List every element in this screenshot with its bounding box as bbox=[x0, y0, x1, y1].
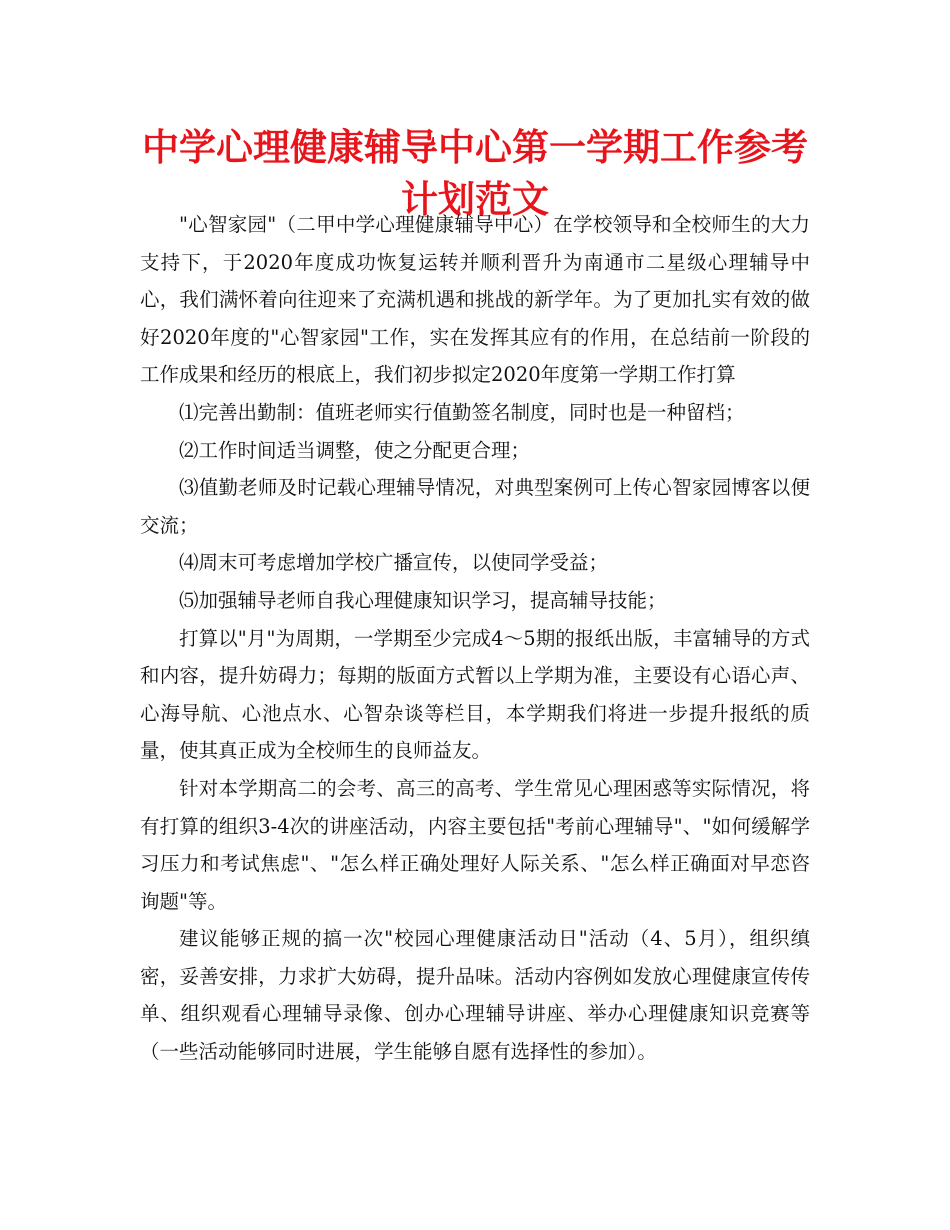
list-item-2: ⑵工作时间适当调整，使之分配更合理； bbox=[179, 438, 531, 462]
paragraph-lectures: 针对本学期高二的会考、高三的高考、学生常见心理困惑等实际情况，将有打算的组织3-4次的讲座活动，内容主要包括"考前心理辅导"、"如何缓解学习压力和考试焦虑"、"怎么样正确处理好人际关系、"怎么样正确面对早恋咨询题"等。 bbox=[140, 776, 810, 913]
paragraph-newspaper: 打算以"月"为周期，一学期至少完成4～5期的报纸出版，丰富辅导的方式和内容，提升妨碍力；每期的版面方式暂以上学期为准，主要设有心语心声、心海导航、心池点水、心智杂谈等栏目，本学期我们将进一步提升报纸的质量，使其真正成为全校师生的良师益友。 bbox=[140, 626, 810, 763]
paragraph-intro: "心智家园"（二甲中学心理健康辅导中心）在学校领导和全校师生的大力支持下，于2020年度成功恢复运转并顺利晋升为南通市二星级心理辅导中心，我们满怀着向往迎来了充满机遇和挑战的新学年。为了更加扎实有效的做好2020年度的"心智家园"工作，实在发挥其应有的作用，在总结前一阶段的工作成果和经历的根底上，我们初步拟定2020年度第一学期工作打算 bbox=[140, 213, 810, 387]
document-body bbox=[140, 206, 810, 1071]
paragraph-activity-day: 建议能够正规的搞一次"校园心理健康活动日"活动（4、5月），组织缜密，妥善安排，力求扩大妨碍，提升品味。活动内容例如发放心理健康宣传传单、组织观看心理辅导录像、创办心理辅导讲座、举办心理健康知识竞赛等（一些活动能够同时进展，学生能够自愿有选择性的参加）。 bbox=[140, 927, 810, 1064]
list-item-5: ⑸加强辅导老师自我心理健康知识学习，提高辅导技能； bbox=[179, 588, 667, 612]
document-title: 中学心理健康辅导中心第一学期工作参考计划范文 bbox=[142, 126, 808, 221]
list-item-3: ⑶值勤老师及时记载心理辅导情况，对典型案例可上传心智家园博客以便交流； bbox=[140, 476, 810, 537]
list-item-1: ⑴完善出勤制：值班老师实行值勤签名制度，同时也是一种留档； bbox=[179, 400, 745, 424]
list-item-4: ⑷周末可考虑增加学校广播宣传，以使同学受益； bbox=[179, 551, 609, 575]
